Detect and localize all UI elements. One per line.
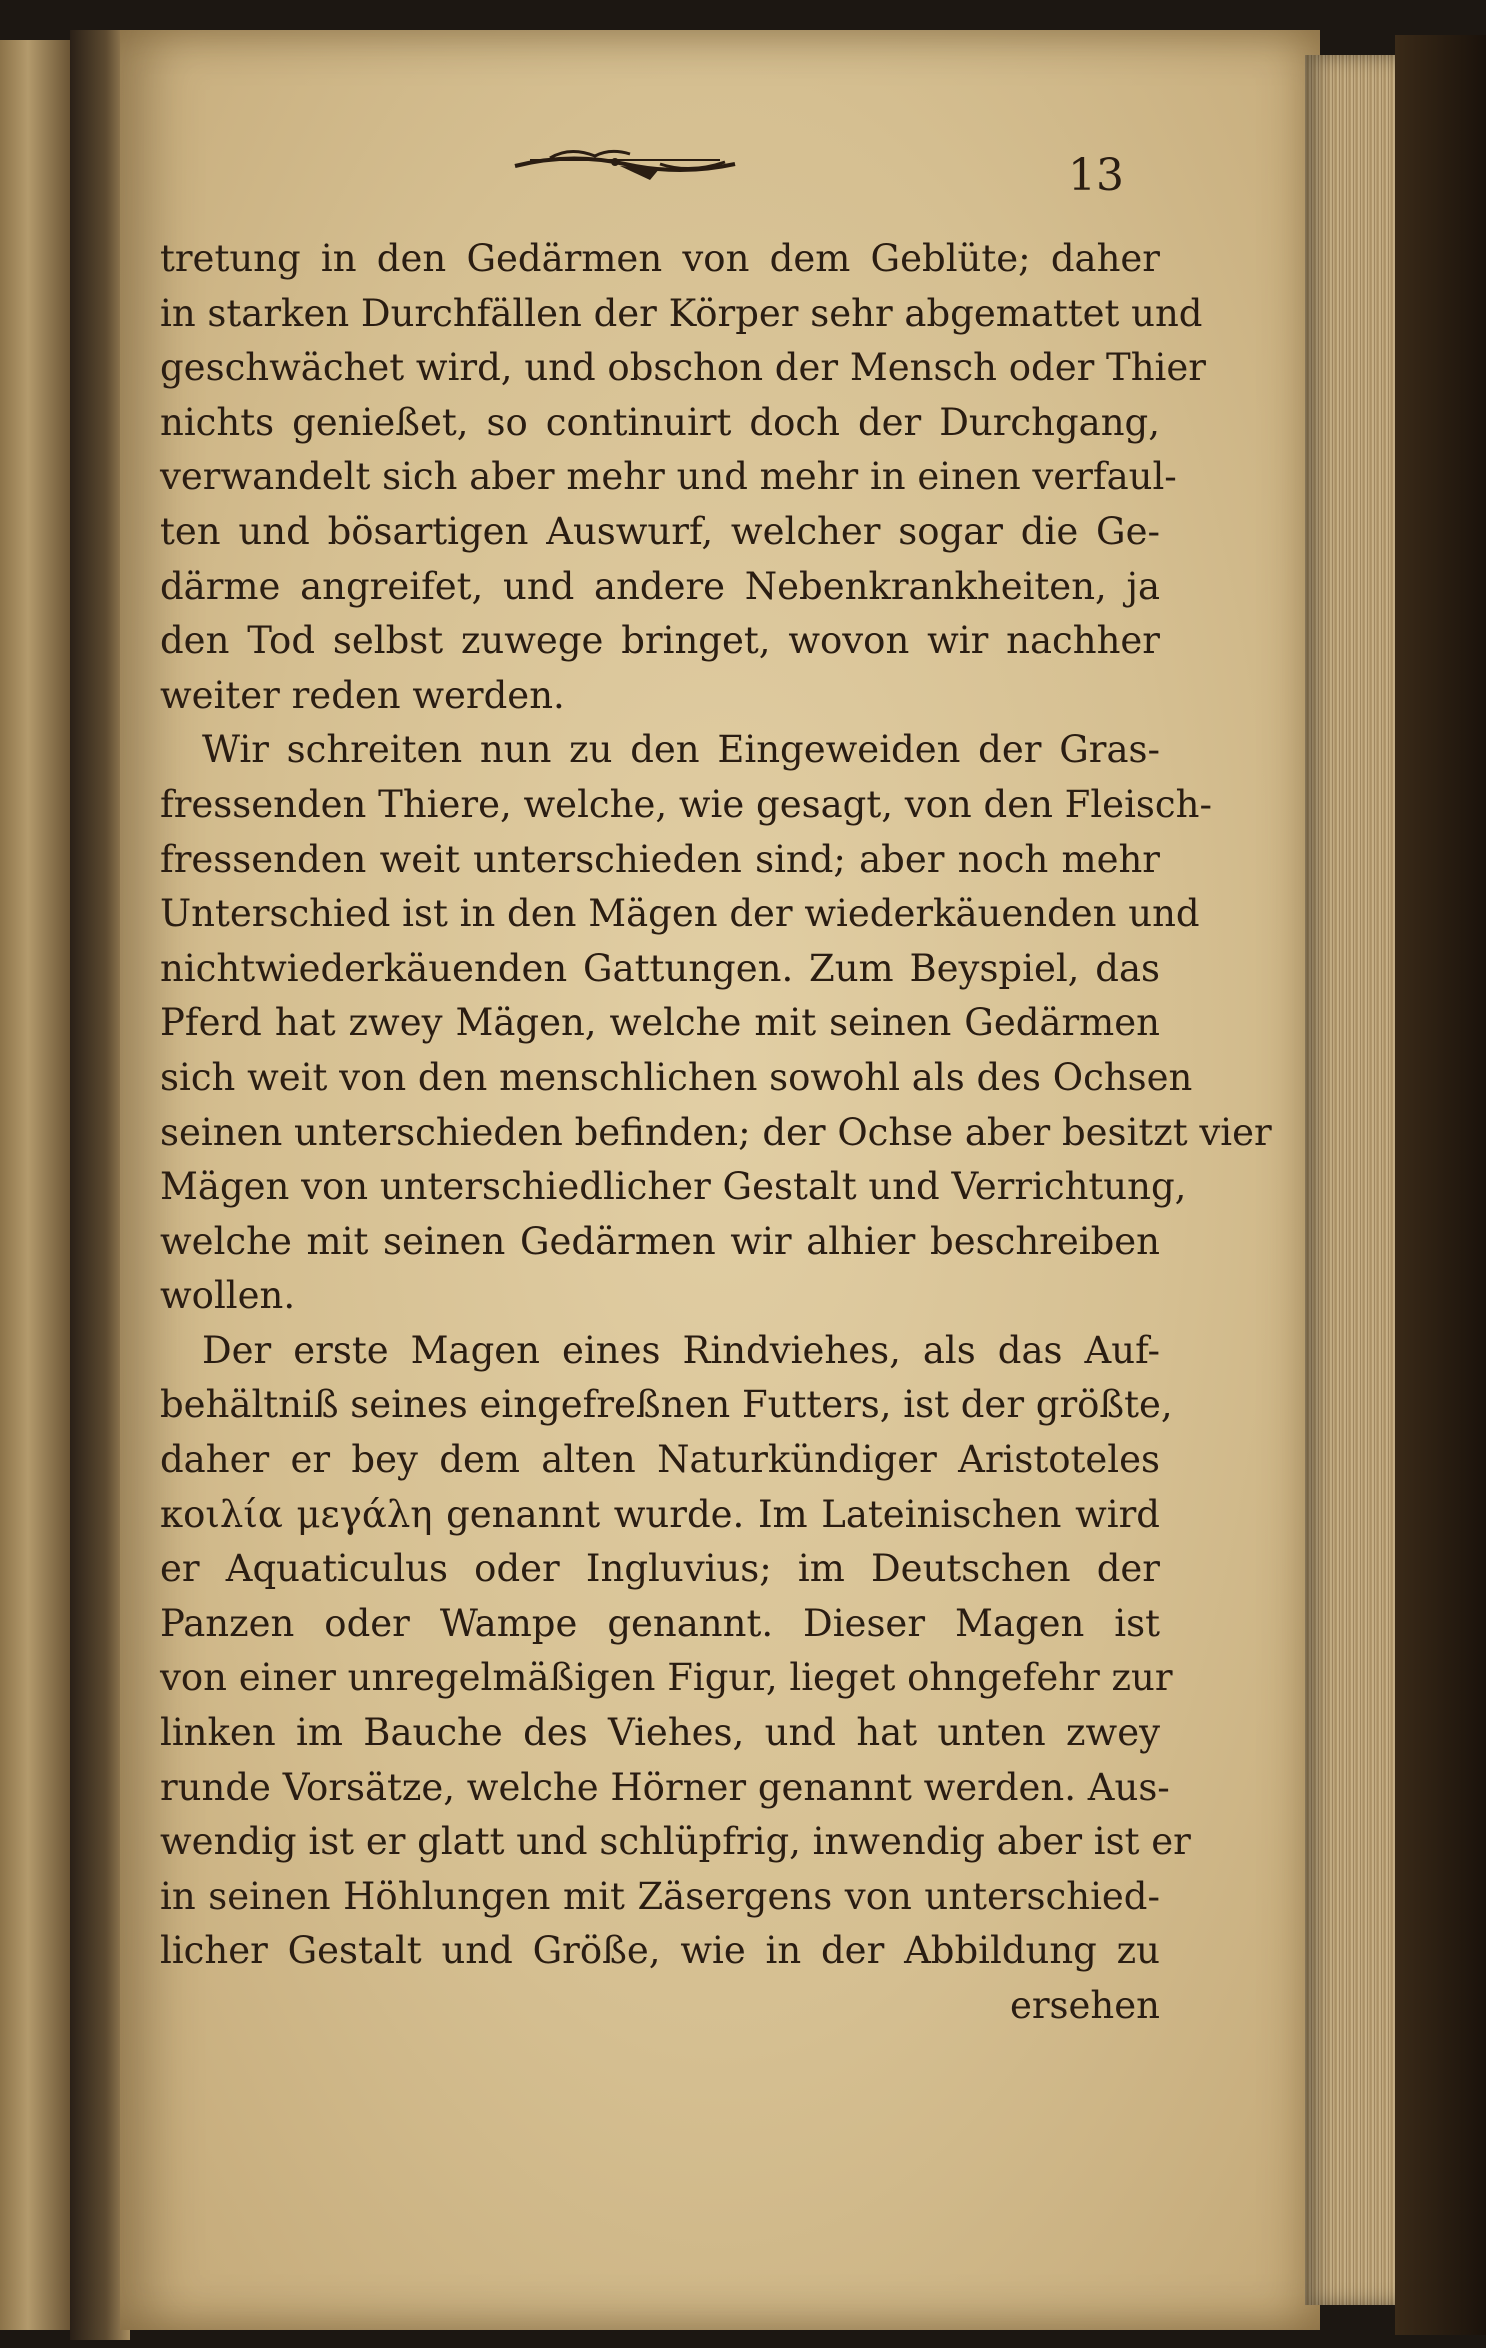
text-line: Pferd hat zwey Mägen, welche mit seinen Gedärmen: [160, 1001, 1160, 1045]
text-line: Unterschied ist in den Mägen der wiederkäuenden und: [160, 892, 1200, 936]
text-line: seinen unterschieden befinden; der Ochse aber besitzt vier: [160, 1110, 1272, 1154]
text-line: ten und bösartigen Auswurf, welcher sogar die Ge-: [160, 509, 1160, 553]
text-line: fressenden weit unterschieden sind; aber noch mehr: [160, 837, 1160, 881]
text-line: linken im Bauche des Viehes, und hat unten zwey: [160, 1711, 1160, 1755]
text-line: von einer unregelmäßigen Figur, lieget ohngefehr zur: [160, 1656, 1173, 1700]
text-line: Der erste Magen eines Rindviehes, als das Auf-: [202, 1328, 1160, 1372]
text-line: runde Vorsätze, welche Hörner genannt werden. Aus-: [160, 1765, 1170, 1809]
text-line: daher er bey dem alten Naturkündiger Aristoteles: [160, 1438, 1160, 1482]
text-line: Mägen von unterschiedlicher Gestalt und Verrichtung,: [160, 1165, 1187, 1209]
text-line: er Aquaticulus oder Ingluvius; im Deutschen der: [160, 1547, 1160, 1591]
text-line: wendig ist er glatt und schlüpfrig, inwendig aber ist er: [160, 1820, 1191, 1864]
page-number: 13: [1068, 150, 1124, 201]
text-line: wollen.: [160, 1274, 296, 1318]
text-line: in seinen Höhlungen mit Zäsergens von unterschied-: [160, 1874, 1160, 1918]
text-line: weiter reden werden.: [160, 673, 565, 717]
text-line: Wir schreiten nun zu den Eingeweiden der Gras-: [202, 728, 1160, 772]
text-line: welche mit seinen Gedärmen wir alhier beschreiben: [160, 1219, 1160, 1263]
text-line: sich weit von den menschlichen sowohl als des Ochsen: [160, 1055, 1193, 1099]
text-line: licher Gestalt und Größe, wie in der Abbildung zu: [160, 1929, 1160, 1973]
text-line: den Tod selbst zuwege bringet, wovon wir nachher: [160, 619, 1160, 663]
text-line: nichts genießet, so continuirt doch der Durchgang,: [160, 400, 1160, 444]
text-line: behältniß seines eingefreßnen Futters, ist der größte,: [160, 1383, 1173, 1427]
text-line: fressenden Thiere, welche, wie gesagt, von den Fleisch-: [160, 782, 1212, 826]
text-line: tretung in den Gedärmen von dem Geblüte; daher: [160, 237, 1160, 280]
catchword: ersehen: [1009, 1984, 1160, 2027]
book-cover: [1395, 35, 1486, 2335]
text-line: nichtwiederkäuenden Gattungen. Zum Beyspiel, das: [160, 946, 1160, 990]
text-line: geschwächet wird, und obschon der Mensch oder Thier: [160, 346, 1206, 390]
text-line: κοιλία μεγάλη genannt wurde. Im Lateinischen wird: [160, 1492, 1160, 1536]
header-ornament: [510, 138, 740, 188]
body-text: [160, 232, 1272, 2034]
text-line: därme angreifet, und andere Nebenkrankheiten, ja: [160, 564, 1160, 608]
text-line: verwandelt sich aber mehr und mehr in einen verfaul-: [160, 455, 1177, 499]
left-page-edge: [0, 40, 70, 2330]
text-line: in starken Durchfällen der Körper sehr abgemattet und: [160, 291, 1203, 335]
text-line: Panzen oder Wampe genannt. Dieser Magen ist: [160, 1601, 1160, 1645]
